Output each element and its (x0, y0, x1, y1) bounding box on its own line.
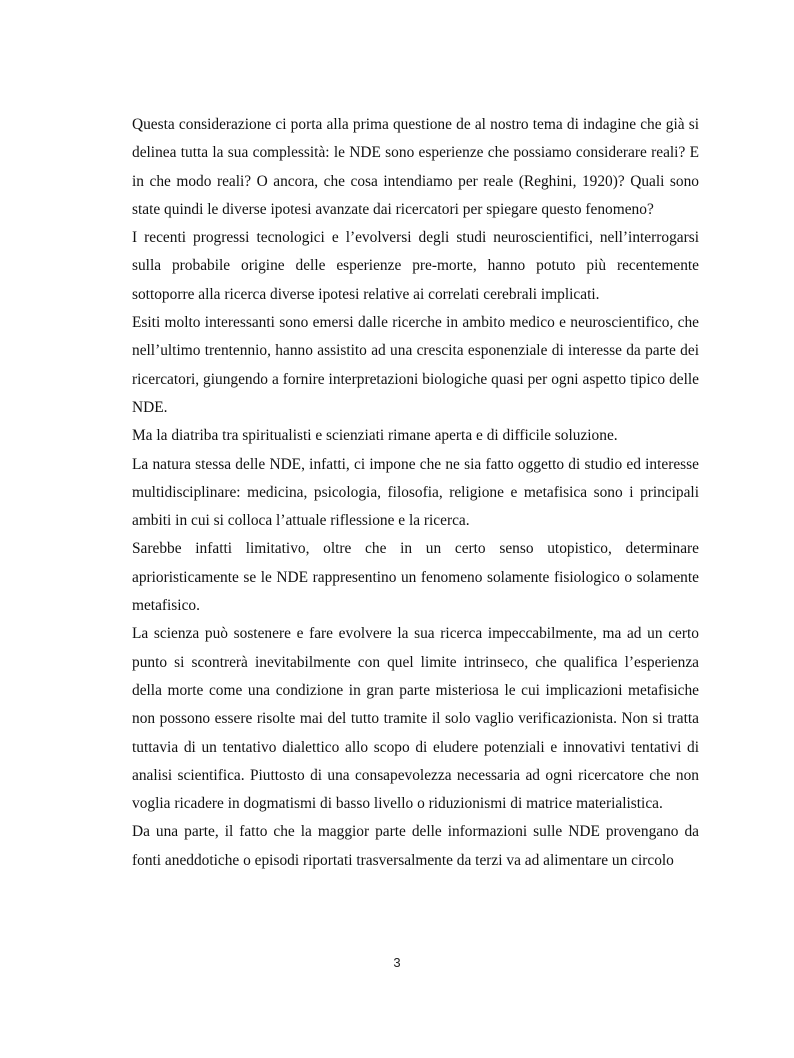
paragraph-2: I recenti progressi tecnologici e l’evolversi degli studi neuroscientifici, nell’interrogarsi sulla probabile origine delle esperienze pre-morte, hanno potuto più recentemente sottoporre alla ricerca diverse ipotesi relative ai correlati cerebrali implicati. (132, 229, 699, 303)
paragraph-8: Da una parte, il fatto che la maggior parte delle informazioni sulle NDE provengano da fonti aneddotiche o episodi riportati trasversalmente da terzi va ad alimentare un circolo (132, 823, 699, 869)
paragraph-1: Questa considerazione ci porta alla prima questione de al nostro tema di indagine che già si delinea tutta la sua complessità: le NDE sono esperienze che possiamo considerare reali? E in che modo reali? O ancora, che cosa intendiamo per reale (Reghini, 1920)? Quali sono state quindi le diverse ipotesi avanzate dai ricercatori per spiegare questo fenomeno? (132, 116, 699, 218)
page-number: 3 (393, 955, 401, 970)
paragraph-3: Esiti molto interessanti sono emersi dalle ricerche in ambito medico e neuroscientifico, che nell’ultimo trentennio, hanno assistito ad una crescita esponenziale di interesse da parte dei ricercatori, giungendo a fornire interpretazioni biologiche quasi per ogni aspetto tipico delle NDE. (132, 314, 699, 416)
paragraph-5: La natura stessa delle NDE, infatti, ci impone che ne sia fatto oggetto di studio ed interesse multidisciplinare: medicina, psicologia, filosofia, religione e metafisica sono i principali ambiti in cui si colloca l’attuale riflessione e la ricerca. (132, 455, 699, 530)
body-text (132, 111, 699, 875)
paragraph-7: La scienza può sostenere e fare evolvere la sua ricerca impeccabilmente, ma ad un certo punto si scontrerà inevitabilmente con quel limite intrinseco, che qualifica l’esperienza della morte come una condizione in gran parte misteriosa le cui implicazioni metafisiche non possono essere risolte mai del tutto tramite il solo vaglio verificazionista. Non si tratta tuttavia di un tentativo dialettico allo scopo di eludere potenziali e innovativi tentativi di analisi scientifica. Piuttosto di una consapevolezza necessaria ad ogni ricercatore che non voglia ricadere in dogmatismi di basso livello o riduzionismi di matrice materialistica. (132, 625, 699, 813)
paragraph-4: Ma la diatriba tra spiritualisti e scienziati rimane aperta e di difficile soluzione. (132, 427, 618, 445)
paragraph-6: Sarebbe infatti limitativo, oltre che in un certo senso utopistico, determinare aprioristicamente se le NDE rappresentino un fenomeno solamente fisiologico o solamente metafisico. (132, 540, 699, 615)
